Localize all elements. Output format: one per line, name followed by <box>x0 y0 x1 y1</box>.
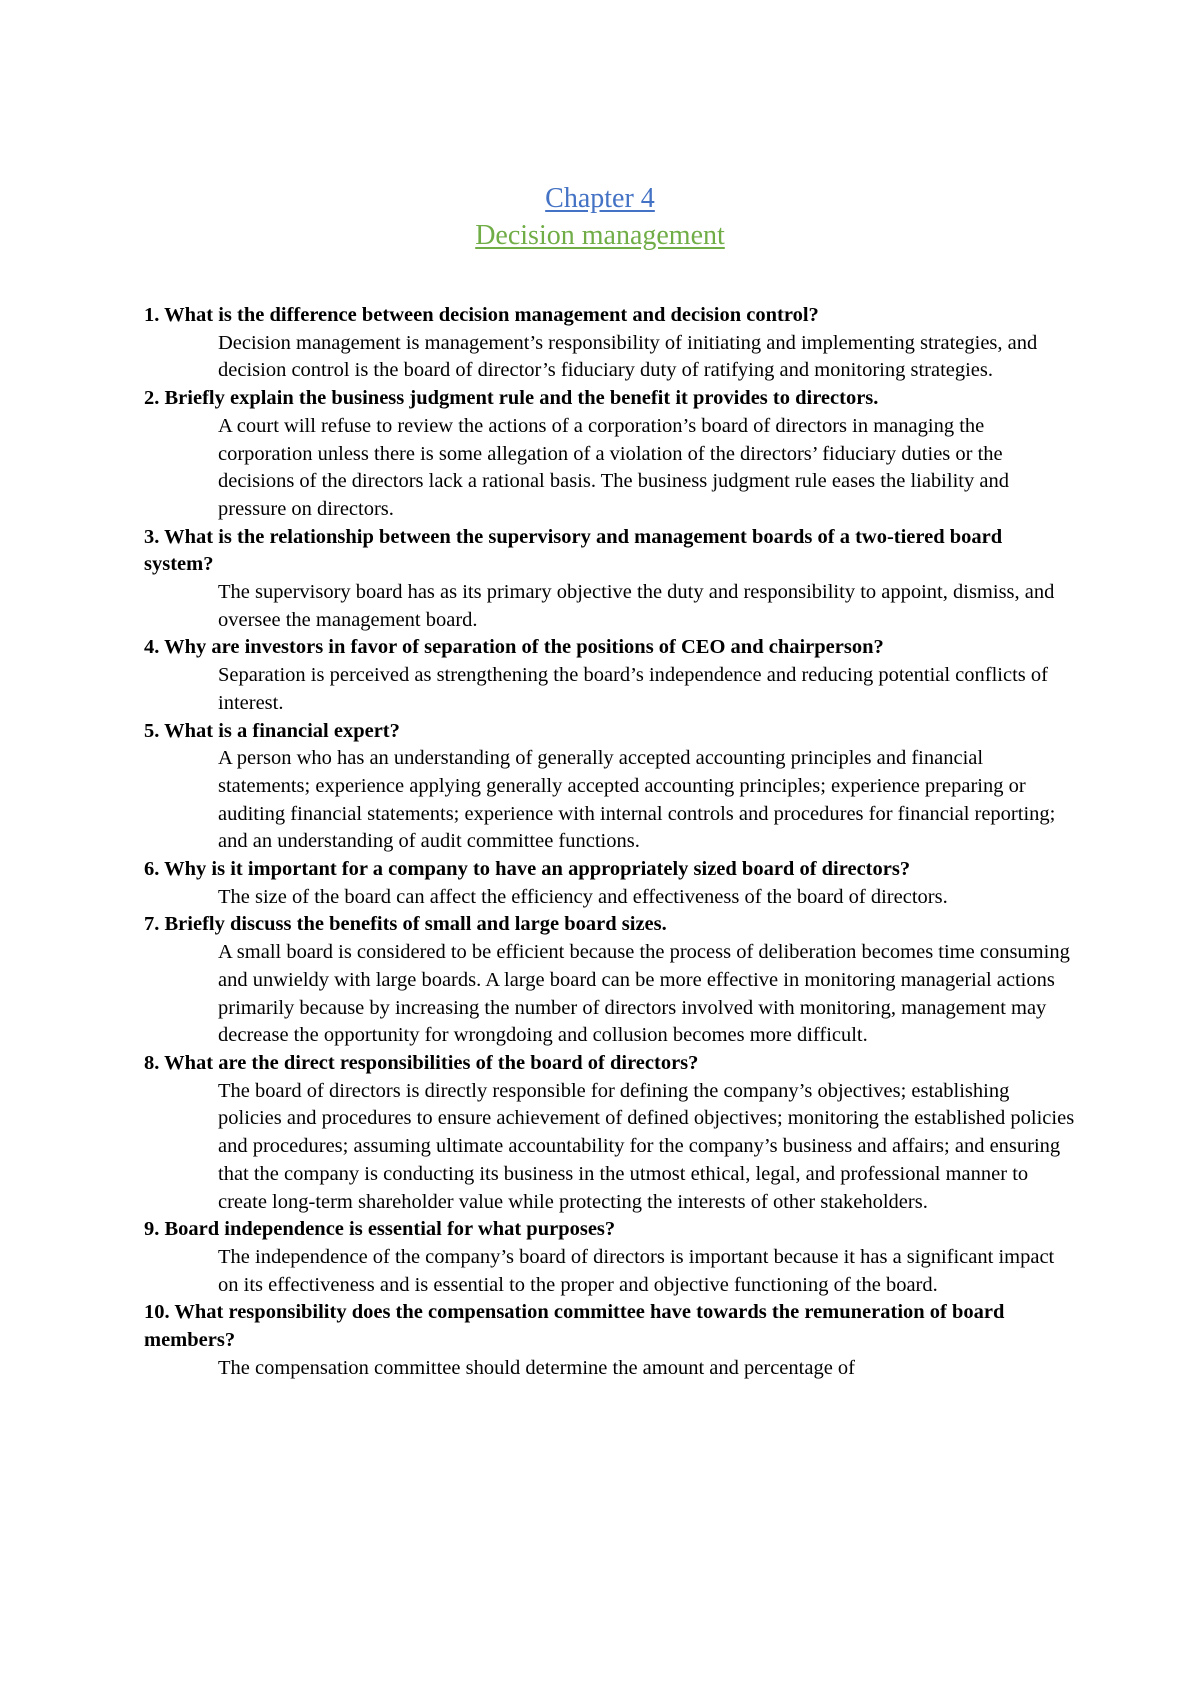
question-item-5 <box>144 718 1074 857</box>
question-text: 3. What is the relationship between the supervisory and management boards of a two-tiered board system? <box>144 525 1003 576</box>
answer-text: The supervisory board has as its primary objective the duty and responsibility to appoint, dismiss, and oversee the management board. <box>218 581 1055 631</box>
answer-text: The board of directors is directly responsible for defining the company’s objectives; establishing policies and procedures to ensure achievement of defined objectives; monitoring the established policies and procedures; assuming ultimate accountability for the company’s business and affairs; and ensuring that the company is conducting its business in the utmost ethical, legal, and professional manner to create long-term shareholder value while protecting the interests of other stakeholders. <box>218 1079 1075 1213</box>
question-item-2 <box>144 385 1074 524</box>
answer-text: The size of the board can affect the efficiency and effectiveness of the board of directors. <box>218 885 948 908</box>
question-text: 4. Why are investors in favor of separation of the positions of CEO and chairperson? <box>144 636 884 659</box>
chapter-subtitle: Decision management <box>475 220 725 251</box>
question-text: 9. Board independence is essential for what purposes? <box>144 1218 616 1241</box>
question-text: 2. Briefly explain the business judgment rule and the benefit it provides to directors. <box>144 387 879 410</box>
question-item-6 <box>144 856 1074 911</box>
answer-text: A court will refuse to review the actions of a corporation’s board of directors in managing the corporation unless there is some allegation of a violation of the directors’ fiduciary duties or the decisions of the directors lack a rational basis. The business judgment rule eases the liability and pressure on directors. <box>218 414 1009 520</box>
question-item-8 <box>144 1050 1074 1216</box>
question-item-1 <box>144 302 1074 385</box>
answer-text: A person who has an understanding of generally accepted accounting principles and financial statements; experience applying generally accepted accounting principles; experience preparing or auditing financial statements; experience with internal controls and procedures for financial reporting; and an understanding of audit committee functions. <box>218 747 1056 853</box>
answer-text: The compensation committee should determine the amount and percentage of <box>218 1356 855 1379</box>
question-item-10 <box>144 1299 1074 1382</box>
question-item-3 <box>144 524 1074 635</box>
answer-text: Decision management is management’s responsibility of initiating and implementing strategies, and decision control is the board of director’s fiduciary duty of ratifying and monitoring strategies. <box>218 331 1038 382</box>
answer-text: A small board is considered to be efficient because the process of deliberation becomes time consuming and unwieldy with large boards. A large board can be more effective in monitoring managerial actions primarily because by increasing the number of directors involved with monitoring, management may decrease the opportunity for wrongdoing and collusion becomes more difficult. <box>218 941 1070 1047</box>
question-text: 6. Why is it important for a company to have an appropriately sized board of directors? <box>144 858 911 881</box>
question-item-9 <box>144 1216 1074 1299</box>
question-text: 5. What is a financial expert? <box>144 719 400 742</box>
question-text: 10. What responsibility does the compensation committee have towards the remuneration of board members? <box>144 1301 1005 1352</box>
question-item-4 <box>144 634 1074 717</box>
chapter-title: Chapter 4 <box>545 183 655 214</box>
answer-text: The independence of the company’s board of directors is important because it has a significant impact on its effectiveness and is essential to the proper and objective functioning of the board. <box>218 1245 1055 1296</box>
question-item-7 <box>144 911 1074 1050</box>
question-text: 8. What are the direct responsibilities of the board of directors? <box>144 1051 699 1074</box>
question-list <box>144 302 1074 1382</box>
answer-text: Separation is perceived as strengthening the board’s independence and reducing potential conflicts of interest. <box>218 664 1048 714</box>
question-text: 7. Briefly discuss the benefits of small and large board sizes. <box>144 913 667 936</box>
question-text: 1. What is the difference between decision management and decision control? <box>144 304 819 326</box>
